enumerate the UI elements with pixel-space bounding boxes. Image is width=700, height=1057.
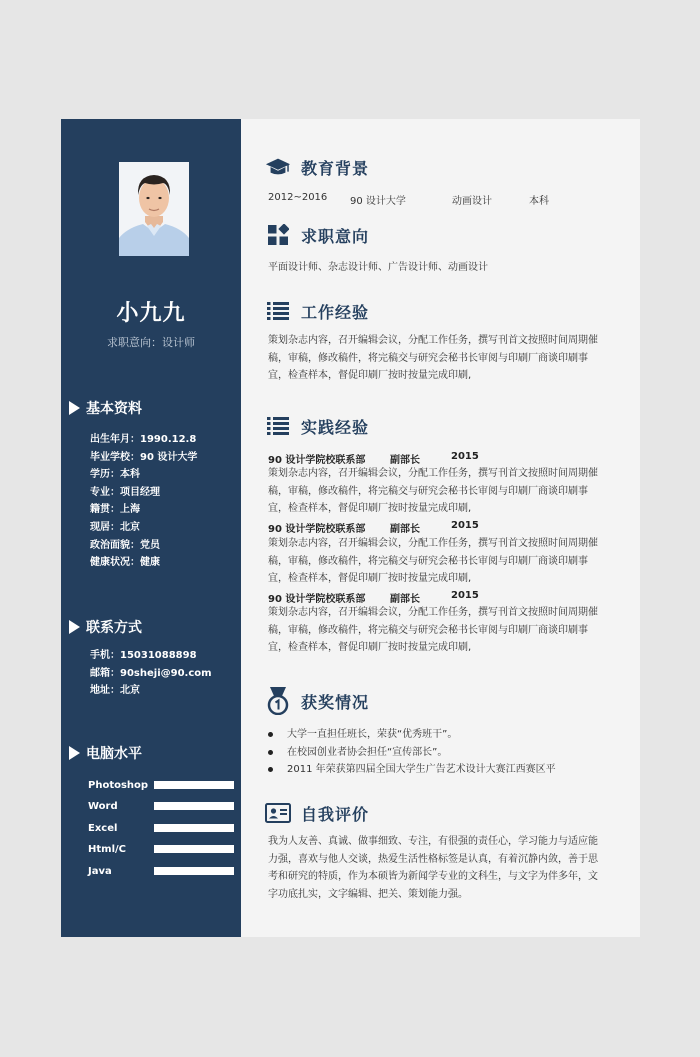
practice-text: 策划杂志内容，召开编辑会议，分配工作任务，撰写刊首文按照时间周期催稿，审稿，修改稿件，将完稿交与研究会秘书长审阅与印刷厂商谈印刷事宜，检查样本，督促印刷厂按时按量完成印刷,	[268, 538, 598, 585]
section-title: 自我评价	[301, 804, 370, 824]
grid-icon	[265, 223, 291, 247]
list-item: 邮箱：90sheji@90.com	[90, 667, 212, 679]
skill-row	[88, 795, 236, 817]
skill-row	[88, 838, 236, 860]
work-text: 策划杂志内容，召开编辑会议，分配工作任务，撰写刊首文按照时间周期催稿，审稿，修改稿件，将完稿交与研究会秘书长审阅与印刷厂商谈印刷事宜，检查样本，督促印刷厂按时按量完成印刷,	[268, 335, 598, 382]
skill-bar	[154, 781, 234, 789]
skill-bar	[154, 867, 234, 875]
basic-info-list	[90, 431, 197, 572]
sidebar	[61, 119, 241, 937]
bullet-icon	[268, 767, 273, 772]
skill-name: Java	[88, 865, 112, 877]
skill-bar	[154, 845, 234, 853]
list-icon	[265, 414, 291, 438]
list-item: 毕业学校：90 设计大学	[90, 451, 198, 463]
practice-role: 副部长	[390, 594, 420, 605]
job-intent-text: 平面设计师、杂志设计师、广告设计师、动画设计	[268, 262, 488, 273]
practice-year: 2015	[451, 451, 479, 462]
practice-year: 2015	[451, 520, 479, 531]
skill-row	[88, 817, 236, 839]
skill-row	[88, 774, 236, 796]
self-eval-text: 我为人友善、真诚、做事细致、专注，有很强的责任心，学习能力与适应能力强，喜欢与他人交谈，热爱生活性格标签是认真，有着沉静内敛，善于思考和研究的特质，作为本硕皆为新闻学专业的文科生，与文字为伴多年，文字功底扎实，文字编辑、把关、策划能力强。	[268, 836, 598, 900]
list-item: 在校园创业者协会担任“宣传部长”。	[268, 744, 556, 762]
list-icon	[265, 299, 291, 323]
work-heading	[265, 299, 369, 323]
practice-role: 副部长	[390, 524, 420, 535]
list-item: 籍贯：上海	[90, 504, 140, 516]
triangle-icon	[69, 620, 80, 634]
list-item: 现居：北京	[90, 521, 140, 533]
practice-text: 策划杂志内容，召开编辑会议，分配工作任务，撰写刊首文按照时间周期催稿，审稿，修改稿件，将完稿交与研究会秘书长审阅与印刷厂商谈印刷事宜，检查样本，督促印刷厂按时按量完成印刷,	[268, 468, 598, 515]
section-title: 实践经验	[301, 417, 370, 437]
skills-heading: 电脑水平	[69, 743, 142, 763]
list-item: 出生年月：1990.12.8	[90, 434, 197, 445]
self-eval-heading	[265, 801, 369, 825]
list-item: 健康状况：健康	[90, 557, 160, 569]
resume-page	[61, 119, 640, 937]
contact-list	[90, 647, 212, 700]
basic-info-heading: 基本资料	[69, 398, 142, 418]
candidate-name: 小九九	[116, 301, 186, 326]
education-school: 90 设计大学	[350, 196, 406, 207]
job-intent-heading	[265, 223, 369, 247]
graduation-cap-icon	[265, 155, 291, 179]
list-item: 2011 年荣获第四届全国大学生广告艺术设计大赛江西赛区平	[268, 761, 556, 779]
list-item: 手机：15031088898	[90, 650, 197, 661]
skill-bar	[154, 802, 234, 810]
list-item: 专业：项目经理	[90, 486, 160, 498]
list-item: 政治面貌：党员	[90, 539, 160, 551]
skill-row	[88, 860, 236, 882]
practice-heading	[265, 414, 369, 438]
practice-year: 2015	[451, 590, 479, 601]
id-card-icon	[265, 801, 291, 825]
practice-org: 90 设计学院校联系部	[268, 524, 366, 535]
education-major: 动画设计	[452, 196, 492, 207]
triangle-icon	[69, 401, 80, 415]
section-title: 获奖情况	[301, 692, 370, 712]
skill-name: Html/C	[88, 843, 126, 855]
contact-heading: 联系方式	[69, 617, 142, 637]
skill-name: Photoshop	[88, 779, 149, 791]
list-item: 学历：本科	[90, 469, 140, 481]
list-item: 大学一直担任班长，荣获“优秀班干”。	[268, 726, 556, 744]
awards-list	[268, 726, 556, 779]
practice-org: 90 设计学院校联系部	[268, 455, 366, 466]
skill-name: Word	[88, 800, 118, 812]
awards-heading	[265, 689, 369, 713]
medal-icon	[265, 689, 291, 713]
main-content	[241, 119, 640, 937]
education-degree: 本科	[529, 196, 549, 207]
skill-name: Excel	[88, 822, 118, 834]
job-intent-subtitle: 求职意向：设计师	[107, 336, 195, 349]
list-item: 地址：北京	[90, 685, 140, 697]
section-title: 教育背景	[301, 158, 370, 178]
avatar	[119, 162, 189, 256]
section-title: 求职意向	[301, 226, 370, 246]
education-heading	[265, 155, 369, 179]
practice-role: 副部长	[390, 455, 420, 466]
practice-org: 90 设计学院校联系部	[268, 594, 366, 605]
education-period: 2012~2016	[268, 192, 328, 203]
practice-text: 策划杂志内容，召开编辑会议，分配工作任务，撰写刊首文按照时间周期催稿，审稿，修改稿件，将完稿交与研究会秘书长审阅与印刷厂商谈印刷事宜，检查样本，督促印刷厂按时按量完成印刷,	[268, 607, 598, 654]
section-title: 工作经验	[301, 302, 370, 322]
bullet-icon	[268, 750, 273, 755]
skill-bar	[154, 824, 234, 832]
bullet-icon	[268, 732, 273, 737]
triangle-icon	[69, 746, 80, 760]
